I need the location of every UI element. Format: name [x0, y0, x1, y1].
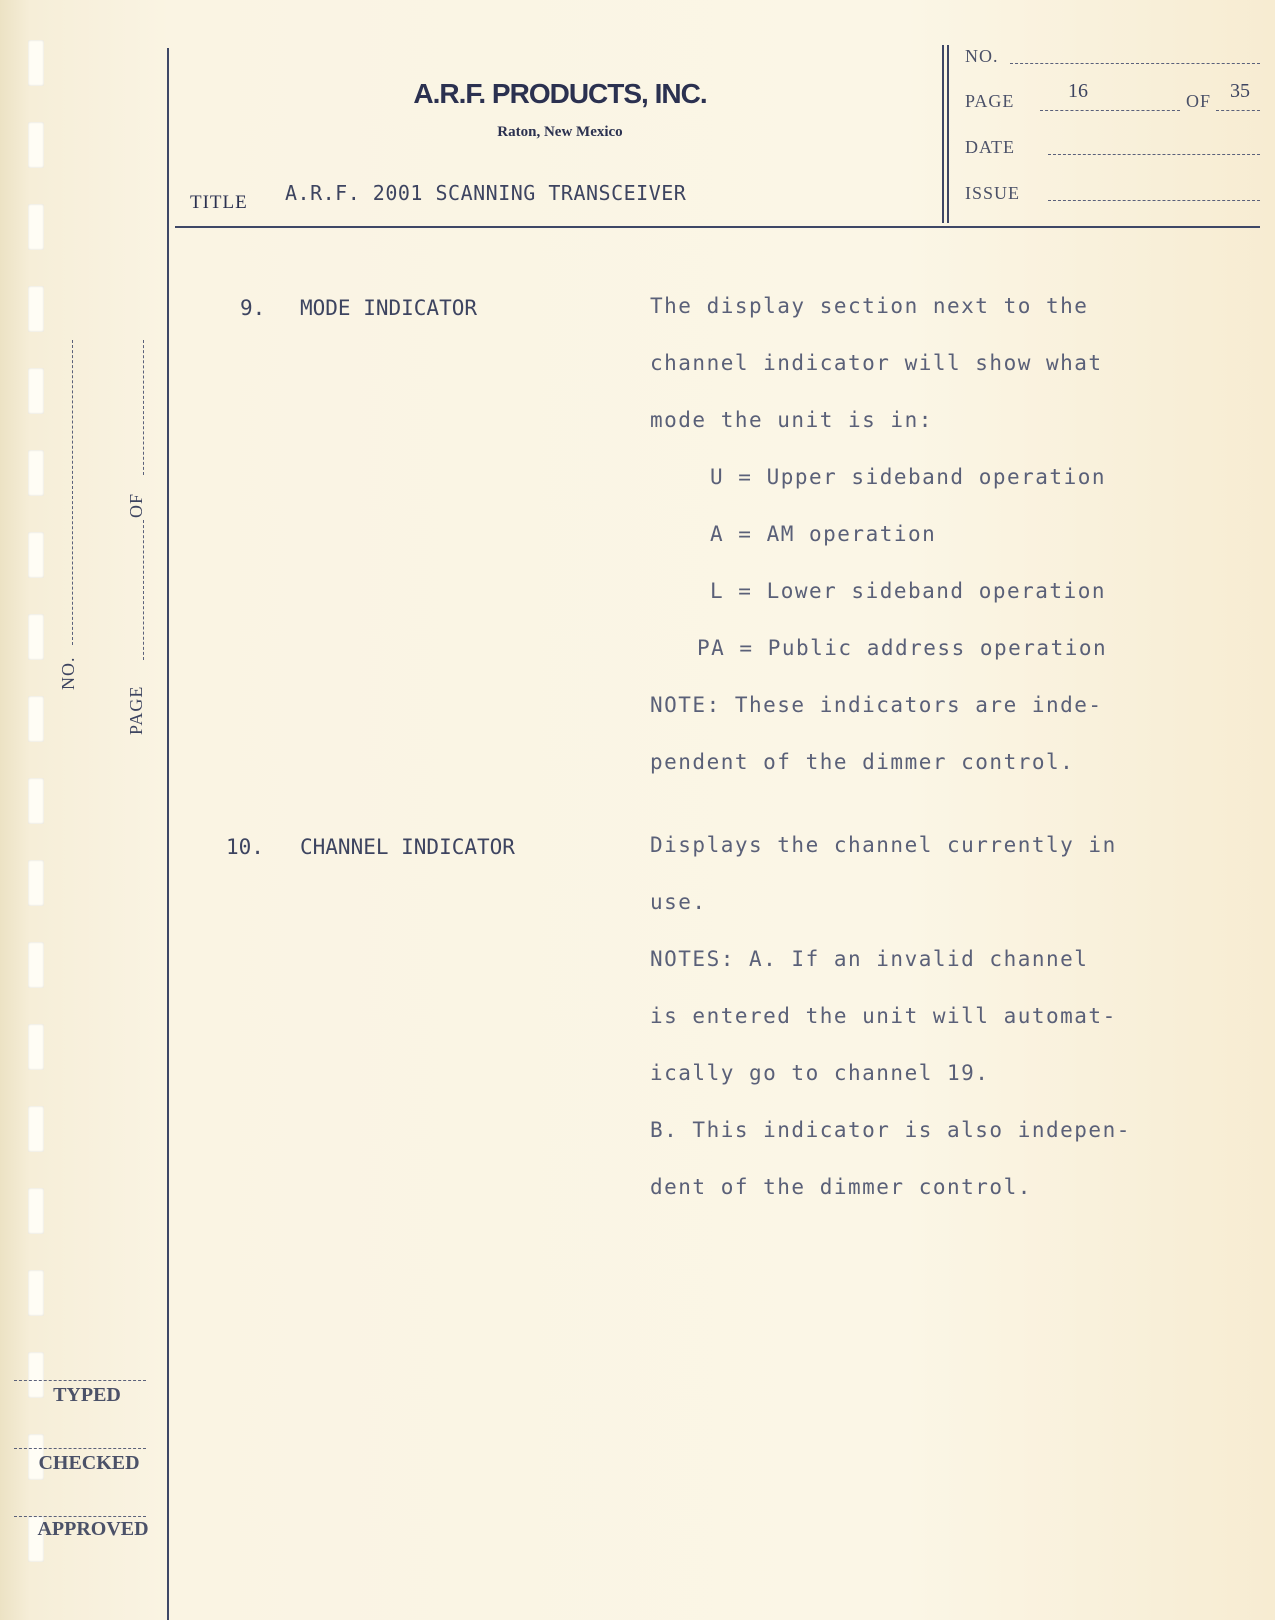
side-of-line	[143, 340, 144, 475]
binder-hole	[28, 122, 44, 168]
side-of-label: OF	[126, 492, 146, 518]
description-line: Displays the channel currently in	[650, 833, 1117, 857]
description-line: use.	[650, 890, 707, 914]
no-field-label: NO.	[965, 46, 999, 66]
description-line: ically go to channel 19.	[650, 1061, 990, 1085]
binder-hole	[28, 696, 44, 742]
company-name: A.R.F. PRODUCTS, INC.	[413, 78, 707, 109]
item-title: MODE INDICATOR	[300, 296, 478, 320]
binder-hole	[28, 368, 44, 414]
checked-label: CHECKED	[38, 1452, 140, 1474]
binder-hole	[28, 1270, 44, 1316]
binder-hole	[28, 1024, 44, 1070]
binder-hole	[28, 532, 44, 578]
binder-hole	[28, 204, 44, 250]
left-margin-rule	[167, 48, 169, 1620]
description-line: pendent of the dimmer control.	[650, 750, 1075, 774]
binder-hole	[28, 286, 44, 332]
typed-line	[14, 1380, 146, 1381]
of-field-label: OF	[1186, 91, 1212, 111]
description-line: NOTE: These indicators are inde-	[650, 693, 1103, 717]
binder-hole	[28, 40, 44, 86]
issue-field-line	[1048, 200, 1260, 201]
side-no-line	[72, 340, 73, 645]
title-label: TITLE	[190, 192, 248, 213]
no-field-line	[1010, 63, 1260, 64]
side-no-label: NO.	[58, 656, 78, 690]
date-field-label: DATE	[965, 137, 1015, 157]
binder-hole	[28, 942, 44, 988]
item-number: 10.	[226, 835, 264, 859]
header-divider	[175, 226, 1260, 228]
binder-hole	[28, 1106, 44, 1152]
issue-field-label: ISSUE	[965, 183, 1021, 203]
page-total-value: 35	[1230, 80, 1250, 102]
header-column-rule	[947, 45, 949, 223]
binder-hole	[28, 450, 44, 496]
checked-line	[14, 1448, 146, 1449]
description-line: channel indicator will show what	[650, 351, 1103, 375]
item-title: CHANNEL INDICATOR	[300, 835, 515, 859]
of-field-line	[1216, 110, 1260, 111]
approved-label: APPROVED	[37, 1518, 149, 1540]
description-line: The display section next to the	[650, 294, 1089, 318]
binder-hole	[28, 778, 44, 824]
approved-line	[14, 1516, 146, 1517]
description-line: NOTES: A. If an invalid channel	[650, 947, 1089, 971]
side-page-line	[143, 520, 144, 660]
page-field-label: PAGE	[965, 91, 1015, 111]
header-column-rule	[942, 45, 944, 223]
description-line: dent of the dimmer control.	[650, 1175, 1032, 1199]
typed-label: TYPED	[53, 1384, 121, 1406]
description-line: PA = Public address operation	[697, 636, 1108, 660]
company-location: Raton, New Mexico	[497, 124, 623, 140]
binder-hole	[28, 860, 44, 906]
description-line: A = AM operation	[710, 522, 937, 546]
side-page-label: PAGE	[126, 685, 146, 735]
description-line: U = Upper sideband operation	[710, 465, 1107, 489]
page-number-value: 16	[1068, 80, 1088, 102]
description-line: is entered the unit will automat-	[650, 1004, 1117, 1028]
description-line: mode the unit is in:	[650, 408, 933, 432]
binder-hole	[28, 614, 44, 660]
document-title: A.R.F. 2001 SCANNING TRANSCEIVER	[285, 181, 687, 205]
date-field-line	[1048, 154, 1260, 155]
page-field-line	[1040, 110, 1180, 111]
description-line: B. This indicator is also indepen-	[650, 1118, 1131, 1142]
binder-hole	[28, 1188, 44, 1234]
description-line: L = Lower sideband operation	[710, 579, 1107, 603]
item-number: 9.	[240, 296, 266, 320]
